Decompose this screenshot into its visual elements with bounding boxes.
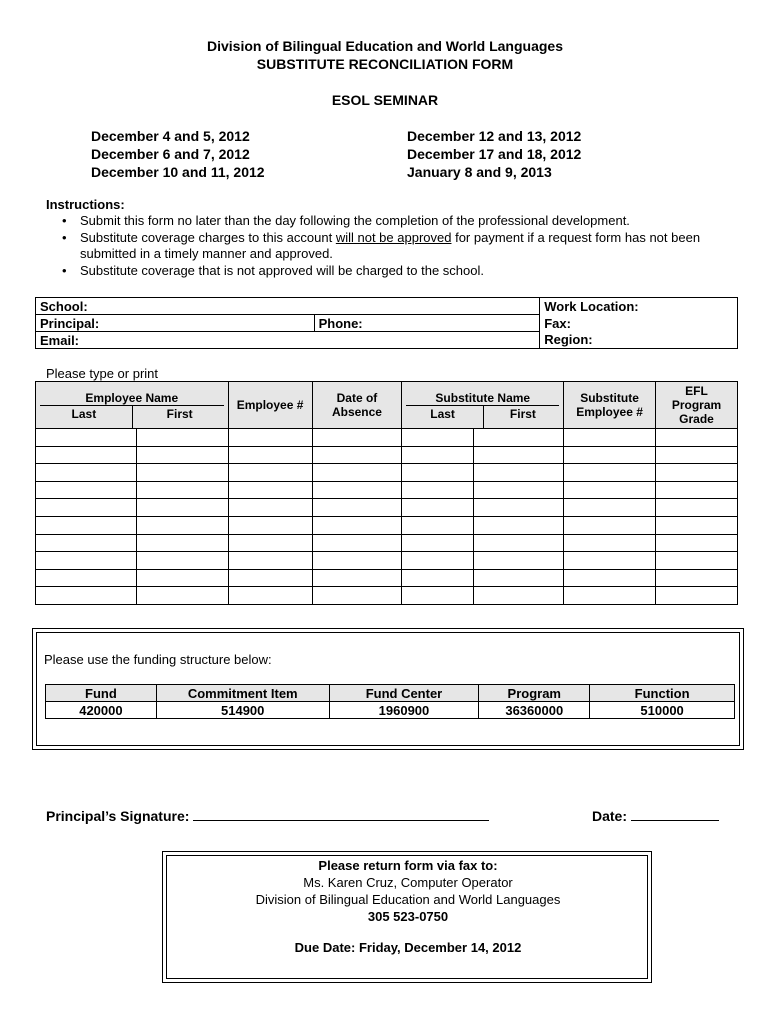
date-line[interactable] [631, 806, 719, 821]
table-row [36, 464, 738, 482]
table-row [36, 481, 738, 499]
date-entry: December 4 and 5, 2012 [91, 128, 250, 144]
substitute-last-label: Last [430, 407, 455, 421]
entry-cell[interactable] [312, 446, 402, 464]
entry-cell[interactable] [228, 587, 312, 605]
entry-cell[interactable] [656, 429, 738, 447]
entry-cell[interactable] [474, 464, 564, 482]
entry-cell[interactable] [136, 552, 228, 570]
table-row [36, 446, 738, 464]
return-fax-number: 305 523-0750 [367, 909, 449, 924]
table-row [36, 587, 738, 605]
entry-cell[interactable] [564, 464, 656, 482]
phone-field[interactable]: Phone: [314, 315, 540, 332]
entry-cell[interactable] [36, 516, 137, 534]
substitute-employee-label: Employee # [576, 405, 643, 419]
date-row [592, 806, 719, 824]
date-entry: January 8 and 9, 2013 [407, 164, 552, 180]
table-row [36, 429, 738, 447]
entry-cell[interactable] [312, 464, 402, 482]
school-info-table [35, 297, 738, 349]
entry-cell[interactable] [136, 516, 228, 534]
instruction-item [46, 230, 736, 263]
dates-right [407, 127, 581, 181]
entry-cell[interactable] [228, 464, 312, 482]
entry-cell[interactable] [312, 516, 402, 534]
entry-cell[interactable] [36, 569, 137, 587]
entry-cell[interactable] [656, 552, 738, 570]
fund-center-header: Fund Center [329, 685, 479, 702]
program-label: Program [671, 398, 722, 412]
entry-cell[interactable] [36, 534, 137, 552]
entry-cell[interactable] [136, 499, 228, 517]
entry-cell[interactable] [402, 534, 474, 552]
entry-cell[interactable] [36, 481, 137, 499]
entry-cell[interactable] [564, 481, 656, 499]
entry-cell[interactable] [36, 587, 137, 605]
entry-cell[interactable] [564, 429, 656, 447]
entry-cell[interactable] [474, 569, 564, 587]
commitment-item-header: Commitment Item [156, 685, 329, 702]
division-title: Division of Bilingual Education and World Languages [207, 38, 563, 54]
entry-cell[interactable] [474, 429, 564, 447]
entry-cell[interactable] [474, 552, 564, 570]
form-title: SUBSTITUTE RECONCILIATION FORM [256, 56, 514, 72]
instruction-text: Substitute coverage charges to this account [80, 229, 336, 245]
employee-last-label: Last [71, 407, 97, 421]
entry-cell[interactable] [474, 481, 564, 499]
instructions-heading: Instructions: [46, 197, 125, 212]
entry-cell[interactable] [402, 464, 474, 482]
substitute-name-label: Substitute Name [435, 391, 531, 405]
commitment-item-value: 514900 [156, 702, 329, 719]
funding-table [45, 684, 735, 719]
program-header: Program [479, 685, 590, 702]
entry-cell[interactable] [228, 481, 312, 499]
instruction-text: for payment if a request form has not been submitted in a timely manner and approved. [80, 229, 701, 261]
entry-cell[interactable] [136, 446, 228, 464]
entry-cell[interactable] [564, 552, 656, 570]
function-header: Function [590, 685, 735, 702]
employee-first-label: First [166, 407, 193, 421]
employee-name-label: Employee Name [85, 391, 179, 405]
entry-cell[interactable] [136, 481, 228, 499]
entry-cell[interactable] [312, 569, 402, 587]
entry-cell[interactable] [474, 587, 564, 605]
entry-cell[interactable] [402, 429, 474, 447]
entry-cell[interactable] [656, 516, 738, 534]
entry-cell[interactable] [564, 569, 656, 587]
function-value: 510000 [590, 702, 735, 719]
substitute-first-label: First [509, 407, 536, 421]
work-location-field[interactable]: Work Location: [540, 298, 738, 315]
table-row [36, 552, 738, 570]
entry-cell[interactable] [228, 446, 312, 464]
entry-cell[interactable] [228, 534, 312, 552]
entry-cell[interactable] [474, 534, 564, 552]
fax-field[interactable]: Fax: [540, 315, 738, 332]
entry-cell[interactable] [312, 552, 402, 570]
table-row [36, 499, 738, 517]
table-row [36, 534, 738, 552]
entry-cell[interactable] [402, 516, 474, 534]
principal-signature-row [46, 806, 489, 824]
entry-cell[interactable] [136, 587, 228, 605]
due-date: Due Date: Friday, December 14, 2012 [294, 940, 522, 955]
school-field[interactable]: School: [36, 298, 540, 315]
entry-cell[interactable] [564, 516, 656, 534]
entry-cell[interactable] [36, 464, 137, 482]
fund-center-value: 1960900 [329, 702, 479, 719]
entry-cell[interactable] [228, 499, 312, 517]
entry-cell[interactable] [402, 499, 474, 517]
region-field[interactable]: Region: [540, 332, 738, 349]
return-division: Division of Bilingual Education and World Languages [255, 892, 561, 907]
instruction-item: • Submit this form no later than the day following the completion of the professional development. [46, 213, 736, 230]
entry-cell[interactable] [656, 534, 738, 552]
principal-field[interactable]: Principal: [36, 315, 315, 332]
entry-cell[interactable] [402, 446, 474, 464]
date-of-label: Date of [336, 391, 378, 405]
date-entry: December 6 and 7, 2012 [91, 146, 250, 162]
entry-cell[interactable] [228, 429, 312, 447]
entry-cell[interactable] [136, 569, 228, 587]
substitute-name-header [402, 382, 564, 429]
entry-cell[interactable] [36, 499, 137, 517]
entry-cell[interactable] [136, 429, 228, 447]
entry-cell[interactable] [402, 481, 474, 499]
email-field[interactable]: Email: [36, 332, 540, 349]
grade-label: Grade [679, 412, 714, 426]
entry-cell[interactable] [564, 587, 656, 605]
date-label: Date: [592, 808, 628, 824]
return-contact: Ms. Karen Cruz, Computer Operator [303, 875, 513, 890]
return-heading: Please return form via fax to: [318, 858, 498, 873]
entry-cell[interactable] [656, 446, 738, 464]
absence-label: Absence [331, 405, 382, 419]
entry-cell[interactable] [474, 499, 564, 517]
date-entry: December 10 and 11, 2012 [91, 164, 265, 180]
date-entry: December 17 and 18, 2012 [407, 146, 582, 162]
instruction-emphasis: will not be approved [335, 229, 452, 245]
entry-cell[interactable] [36, 446, 137, 464]
entry-cell[interactable] [564, 534, 656, 552]
seminar-title: ESOL SEMINAR [331, 92, 439, 108]
efl-program-grade-header [656, 382, 738, 429]
fund-header: Fund [46, 685, 157, 702]
entry-cell[interactable] [656, 587, 738, 605]
entry-cell[interactable] [228, 569, 312, 587]
entry-cell[interactable] [564, 446, 656, 464]
entry-cell[interactable] [312, 429, 402, 447]
entry-cell[interactable] [312, 587, 402, 605]
principal-signature-line[interactable] [193, 806, 489, 821]
entry-cell[interactable] [564, 499, 656, 517]
entry-cell[interactable] [312, 481, 402, 499]
entry-cell[interactable] [36, 429, 137, 447]
entry-cell[interactable] [136, 464, 228, 482]
entry-cell[interactable] [228, 552, 312, 570]
fund-value: 420000 [46, 702, 157, 719]
funding-intro: Please use the funding structure below: [44, 652, 272, 667]
entry-cell[interactable] [312, 534, 402, 552]
entry-cell[interactable] [402, 569, 474, 587]
reconciliation-table [35, 381, 738, 605]
type-or-print-note: Please type or print [46, 366, 159, 381]
entry-cell[interactable] [656, 499, 738, 517]
entry-cell[interactable] [656, 481, 738, 499]
substitute-employee-header [564, 382, 656, 429]
table-row [36, 569, 738, 587]
return-info [162, 857, 654, 956]
employee-name-header [36, 382, 229, 429]
employee-number-header: Employee # [228, 382, 312, 429]
date-of-absence-header [312, 382, 402, 429]
entry-cell[interactable] [228, 516, 312, 534]
entry-cell[interactable] [656, 569, 738, 587]
entry-cell[interactable] [402, 552, 474, 570]
program-value: 36360000 [479, 702, 590, 719]
principal-signature-label: Principal’s Signature: [46, 808, 190, 824]
entry-cell[interactable] [136, 534, 228, 552]
entry-cell[interactable] [402, 587, 474, 605]
instructions-list [46, 213, 736, 279]
table-row [36, 516, 738, 534]
date-entry: December 12 and 13, 2012 [407, 128, 582, 144]
entry-cell[interactable] [474, 516, 564, 534]
dates-left [91, 127, 265, 181]
substitute-label: Substitute [580, 391, 639, 405]
entry-cell[interactable] [656, 464, 738, 482]
entry-cell[interactable] [36, 552, 137, 570]
entry-cell[interactable] [474, 446, 564, 464]
entry-cell[interactable] [312, 499, 402, 517]
efl-label: EFL [685, 384, 708, 398]
instruction-item: • Substitute coverage that is not approved will be charged to the school. [46, 263, 736, 280]
